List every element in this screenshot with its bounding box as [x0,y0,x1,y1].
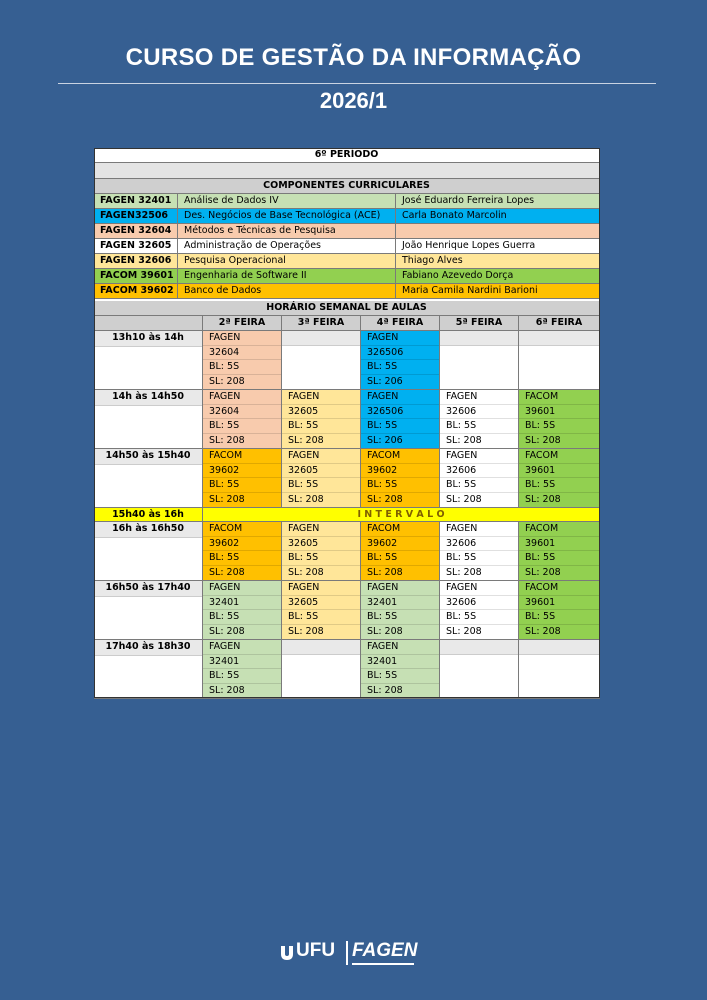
class-slot-line: SL: 206 [367,375,403,387]
component-teacher: Maria Camila Nardini Barioni [396,284,600,299]
class-slot [282,522,361,581]
component-teacher: José Eduardo Ferreira Lopes [396,194,600,209]
class-slot-line: SL: 208 [209,625,245,637]
class-slot-line: FAGEN [361,640,439,655]
class-slot-line: 32401 [361,596,439,611]
empty-slot-band [282,640,360,655]
class-slot-line: BL: 5S [519,478,599,493]
component-teacher: Thiago Alves [396,254,600,269]
class-slot [203,331,282,390]
empty-slot-band [440,640,518,655]
day-header: 6ª FEIRA [519,316,600,331]
class-slot [361,522,440,581]
class-slot-line: BL: 5S [440,419,518,434]
class-slot-line: FAGEN [203,640,281,655]
class-slot-line: BL: 5S [282,610,360,625]
class-slot-line: BL: 5S [361,551,439,566]
empty-slot-band [282,331,360,346]
empty-slot [519,331,600,390]
class-slot-line: BL: 5S [282,419,360,434]
class-slot [203,640,282,699]
class-slot-line: SL: 208 [525,625,561,637]
class-slot-line: SL: 208 [525,434,561,446]
class-slot-line: 32606 [440,596,518,611]
class-slot [440,581,519,640]
class-slot-line: SL: 208 [367,566,403,578]
empty-slot [440,331,519,390]
day-header: 5ª FEIRA [440,316,519,331]
time-slot-label [94,581,203,640]
class-slot-line: SL: 208 [209,684,245,696]
class-slot-line: BL: 5S [361,610,439,625]
class-slot [282,390,361,449]
day-header: 4ª FEIRA [361,316,440,331]
class-slot [519,449,600,508]
empty-slot [282,640,361,699]
class-slot-line: FACOM [519,390,599,405]
class-slot-line: FAGEN [361,390,439,405]
class-slot [361,581,440,640]
class-slot-line: 39601 [519,596,599,611]
class-slot-line: SL: 208 [288,625,324,637]
class-slot [440,449,519,508]
title-divider [58,83,656,84]
class-slot [203,390,282,449]
class-slot-line: 39602 [203,464,281,479]
day-header: 3ª FEIRA [282,316,361,331]
class-slot-line: SL: 208 [525,493,561,505]
component-code: FAGEN 32604 [94,224,178,239]
class-slot-line: FAGEN [361,331,439,346]
class-slot-line: BL: 5S [203,419,281,434]
class-slot-line: BL: 5S [440,478,518,493]
class-slot-line: BL: 5S [203,360,281,375]
component-teacher: João Henrique Lopes Guerra [396,239,600,254]
class-slot [361,640,440,699]
component-name: Administração de Operações [178,239,396,254]
empty-slot-band [519,640,599,655]
empty-slot [282,331,361,390]
component-teacher [396,224,600,239]
class-slot-line: FACOM [203,522,281,537]
ufu-emblem-icon [280,945,294,961]
class-slot [440,390,519,449]
class-slot-line: SL: 206 [367,434,403,446]
class-slot [361,449,440,508]
component-code: FAGEN32506 [94,209,178,224]
class-slot-line: SL: 208 [367,684,403,696]
class-slot-line: SL: 208 [288,493,324,505]
class-slot [519,390,600,449]
class-slot-line: SL: 208 [209,493,245,505]
class-slot-line: SL: 208 [288,434,324,446]
class-slot-line: FACOM [519,581,599,596]
class-slot-line: BL: 5S [203,551,281,566]
class-slot-line: FAGEN [203,390,281,405]
class-slot-line: BL: 5S [519,551,599,566]
logo-separator [346,941,348,965]
components-header: COMPONENTES CURRICULARES [94,179,600,194]
time-slot-text: 16h às 16h50 [94,522,202,538]
component-teacher: Fabiano Azevedo Dorça [396,269,600,284]
class-slot-line: BL: 5S [282,478,360,493]
time-slot-text: 16h50 às 17h40 [94,581,202,597]
class-slot-line: SL: 208 [446,566,482,578]
class-slot-line: 39601 [519,537,599,552]
class-slot [282,581,361,640]
page-title: CURSO DE GESTÃO DA INFORMAÇÃO [125,44,582,71]
class-slot-line: 32604 [203,405,281,420]
class-slot-line: FAGEN [203,331,281,346]
class-slot-line: SL: 208 [446,493,482,505]
class-slot [282,449,361,508]
component-code: FACOM 39601 [94,269,178,284]
class-slot-line: 32401 [203,655,281,670]
class-slot-line: SL: 208 [209,375,245,387]
time-slot-label [94,390,203,449]
class-slot-line: BL: 5S [203,669,281,684]
class-slot [440,522,519,581]
class-slot-line: FAGEN [282,522,360,537]
time-slot-text: 13h10 às 14h [94,331,202,347]
class-slot-line: FAGEN [440,581,518,596]
component-name: Análise de Dados IV [178,194,396,209]
time-column-header [94,316,203,331]
class-slot-line: SL: 208 [209,434,245,446]
class-slot-line: 39601 [519,405,599,420]
class-slot-line: 32401 [361,655,439,670]
class-slot-line: FACOM [361,522,439,537]
class-slot-line: 326506 [361,405,439,420]
interval-label: I N T E R V A L O [203,508,600,522]
class-slot [203,522,282,581]
spacer-row [94,163,600,179]
class-slot-line: 32605 [282,405,360,420]
class-slot-line: 326506 [361,346,439,361]
class-slot [203,449,282,508]
class-slot-line: SL: 208 [367,493,403,505]
class-slot-line: BL: 5S [440,610,518,625]
class-slot-line: BL: 5S [203,610,281,625]
class-slot-line: 32606 [440,464,518,479]
class-slot-line: BL: 5S [203,478,281,493]
class-slot-line: 39602 [361,537,439,552]
component-teacher: Carla Bonato Marcolin [396,209,600,224]
period-title: 6º PERÍODO [94,148,600,163]
class-slot-line: BL: 5S [361,360,439,375]
component-name: Engenharia de Software II [178,269,396,284]
class-slot-line: BL: 5S [361,419,439,434]
class-slot-line: SL: 208 [525,566,561,578]
component-name: Des. Negócios de Base Tecnológica (ACE) [178,209,396,224]
class-slot-line: FAGEN [282,390,360,405]
class-slot [519,522,600,581]
schedule-header: HORÁRIO SEMANAL DE AULAS [94,301,600,316]
empty-slot [440,640,519,699]
class-slot-line: SL: 208 [209,566,245,578]
class-slot-line: 32401 [203,596,281,611]
class-slot-line: SL: 208 [446,625,482,637]
logo-underline [352,963,414,965]
class-slot-line: 32605 [282,537,360,552]
class-slot-line: FACOM [203,449,281,464]
interval-time: 15h40 às 16h [94,508,203,522]
class-slot-line: 32605 [282,596,360,611]
class-slot-line: 32605 [282,464,360,479]
time-slot-text: 17h40 às 18h30 [94,640,202,656]
time-slot-text: 14h50 às 15h40 [94,449,202,465]
class-slot-line: BL: 5S [361,669,439,684]
class-slot-line: 39601 [519,464,599,479]
class-slot-line: SL: 208 [446,434,482,446]
class-slot-line: FACOM [519,522,599,537]
time-slot-label [94,331,203,390]
class-slot-line: BL: 5S [519,419,599,434]
class-slot-line: BL: 5S [519,610,599,625]
class-slot [361,331,440,390]
logo-ufu-text: UFU [296,940,336,961]
class-slot-line: BL: 5S [282,551,360,566]
class-slot-line: 39602 [203,537,281,552]
ufu-fagen-logo [280,938,430,968]
class-slot-line: FACOM [519,449,599,464]
time-slot-label [94,640,203,699]
component-name: Métodos e Técnicas de Pesquisa [178,224,396,239]
empty-slot-band [519,331,599,346]
class-slot-line: FAGEN [282,581,360,596]
class-slot-line: 32606 [440,537,518,552]
class-slot-line: BL: 5S [361,478,439,493]
class-slot-line: FACOM [361,449,439,464]
empty-slot-band [440,331,518,346]
component-name: Banco de Dados [178,284,396,299]
component-code: FAGEN 32606 [94,254,178,269]
component-code: FAGEN 32605 [94,239,178,254]
time-slot-text: 14h às 14h50 [94,390,202,406]
class-slot-line: BL: 5S [440,551,518,566]
schedule-sheet [94,148,600,698]
class-slot-line: 39602 [361,464,439,479]
empty-slot [519,640,600,699]
class-slot-line: 32604 [203,346,281,361]
logo-fagen-text: FAGEN [352,940,418,961]
class-slot [361,390,440,449]
class-slot-line: FAGEN [440,522,518,537]
time-slot-label [94,449,203,508]
class-slot [519,581,600,640]
class-slot-line: FAGEN [203,581,281,596]
page-year: 2026/1 [319,88,388,113]
class-slot-line: FAGEN [361,581,439,596]
component-name: Pesquisa Operacional [178,254,396,269]
class-slot [203,581,282,640]
time-slot-label [94,522,203,581]
class-slot-line: FAGEN [440,449,518,464]
class-slot-line: FAGEN [440,390,518,405]
class-slot-line: SL: 208 [288,566,324,578]
class-slot-line: SL: 208 [367,625,403,637]
component-code: FAGEN 32401 [94,194,178,209]
class-slot-line: 32606 [440,405,518,420]
component-code: FACOM 39602 [94,284,178,299]
day-header: 2ª FEIRA [203,316,282,331]
class-slot-line: FAGEN [282,449,360,464]
